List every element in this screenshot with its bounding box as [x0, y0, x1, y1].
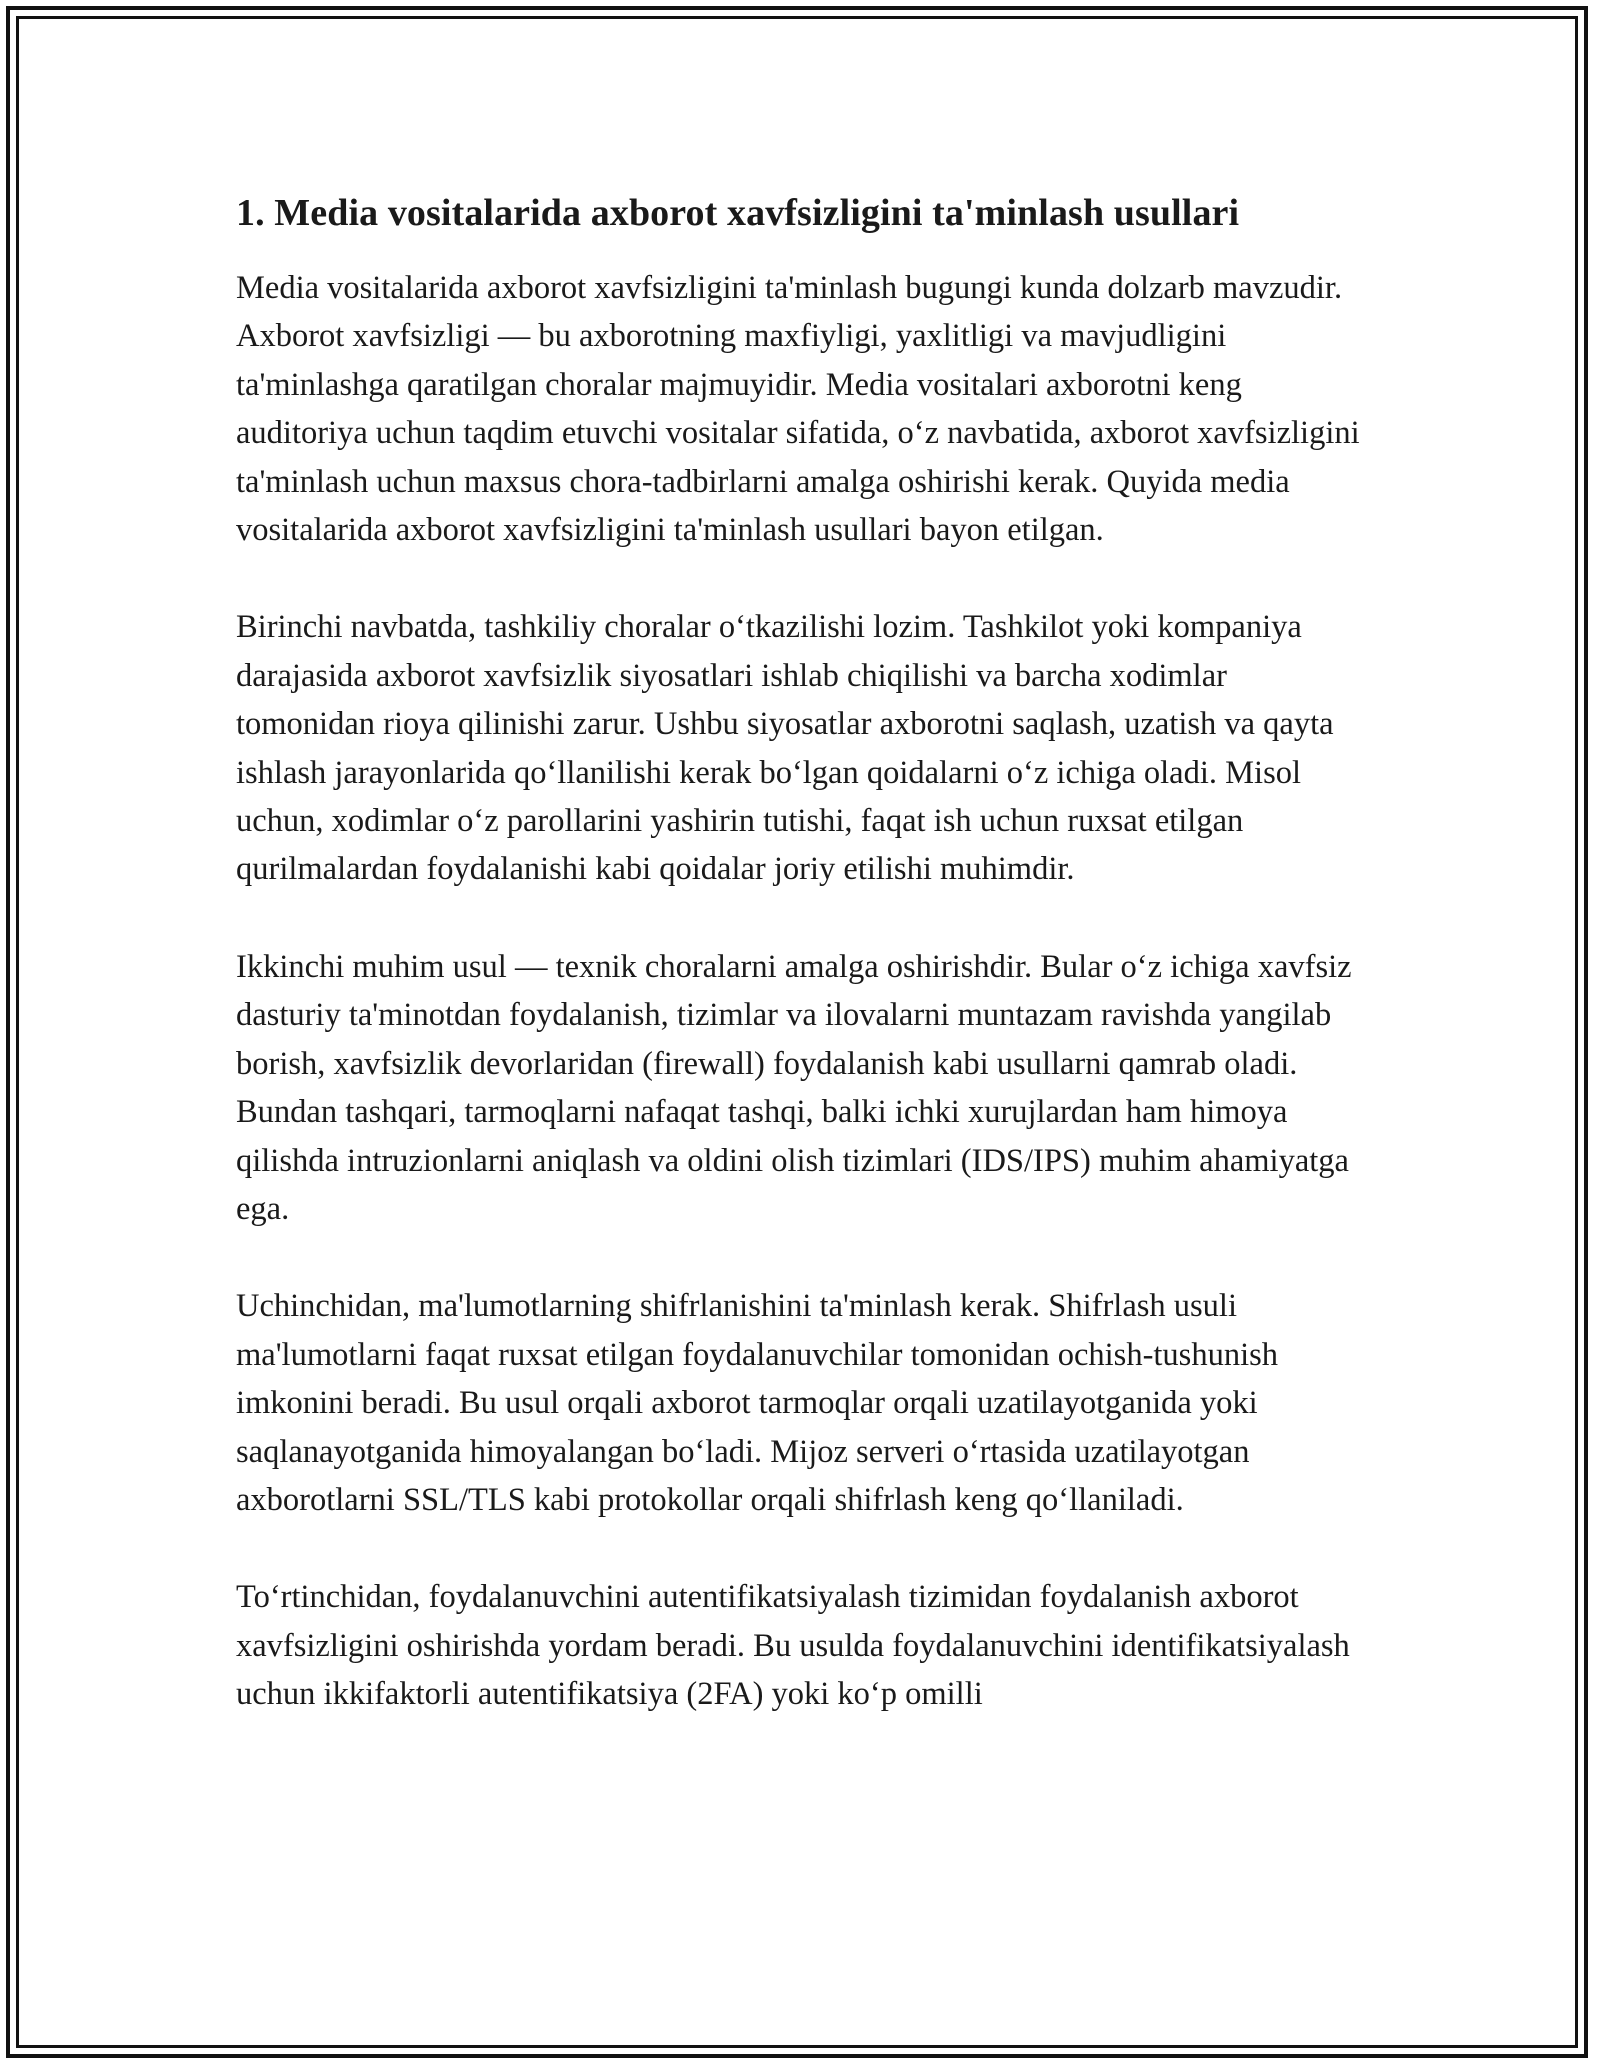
paragraph-authentication: To‘rtinchidan, foydalanuvchini autentifikatsiyalash tizimidan foydalanish axborot xavfsizligini oshirishda yordam beradi. Bu usulda foydalanuvchini identifikatsiyalash uchun ikkifaktorli autentifikatsiya (2FA) yoki ko‘p omilli — [236, 1579, 1350, 1713]
paragraph-organizational-measures: Birinchi navbatda, tashkiliy choralar o‘tkazilishi lozim. Tashkilot yoki kompaniya darajasida axborot xavfsizlik siyosatlari ishlab chiqilishi va barcha xodimlar tomonidan rioya qilinishi zarur. Ushbu siyosatlar axborotni saqlash, uzatish va qayta ishlash jarayonlarida qo‘llanilishi kerak bo‘lgan qoidalarni o‘z ichiga oladi. Misol uchun, xodimlar o‘z parollarini yashirin tutishi, faqat ish uchun ruxsat etilgan qurilmalardan foydalanishi kabi qoidalar joriy etilishi muhimdir. — [236, 609, 1334, 888]
section-heading: 1. Media vositalarida axborot xavfsizligini ta'minlash usullari — [236, 192, 1240, 234]
paragraph-intro: Media vositalarida axborot xavfsizligini ta'minlash bugungi kunda dolzarb mavzudir. Axborot xavfsizligi — bu axborotning maxfiyligi, yaxlitligi va mavjudligini ta'minlashga qaratilgan choralar majmuyidir. Media vositalari axborotni keng auditoriya uchun taqdim etuvchi vositalar sifatida, o‘z navbatida, axborot xavfsizligini ta'minlash uchun maxsus chora-tadbirlarni amalga oshirishi kerak. Quyida media vositalarida axborot xavfsizligini ta'minlash usullari bayon etilgan. — [236, 270, 1360, 549]
paragraph-encryption: Uchinchidan, ma'lumotlarning shifrlanishini ta'minlash kerak. Shifrlash usuli ma'lumotlarni faqat ruxsat etilgan foydalanuvchilar tomonidan ochish-tushunish imkonini beradi. Bu usul orqali axborot tarmoqlar orqali uzatilayotganida yoki saqlanayotganida himoyalangan bo‘ladi. Mijoz serveri o‘rtasida uzatilayotgan axborotlarni SSL/TLS kabi protokollar orqali shifrlash keng qo‘llaniladi. — [236, 1288, 1278, 1518]
paragraph-technical-measures: Ikkinchi muhim usul — texnik choralarni amalga oshirishdir. Bular o‘z ichiga xavfsiz dasturiy ta'minotdan foydalanish, tizimlar va ilovalarni muntazam ravishda yangilab borish, xavfsizlik devorlaridan (firewall) foydalanish kabi usullarni qamrab oladi. Bundan tashqari, tarmoqlarni nafaqat tashqi, balki ichki xurujlardan ham himoya qilishda intruzionlarni aniqlash va oldini olish tizimlari (IDS/IPS) muhim ahamiyatga ega. — [236, 948, 1352, 1227]
document-body — [236, 184, 1368, 1768]
